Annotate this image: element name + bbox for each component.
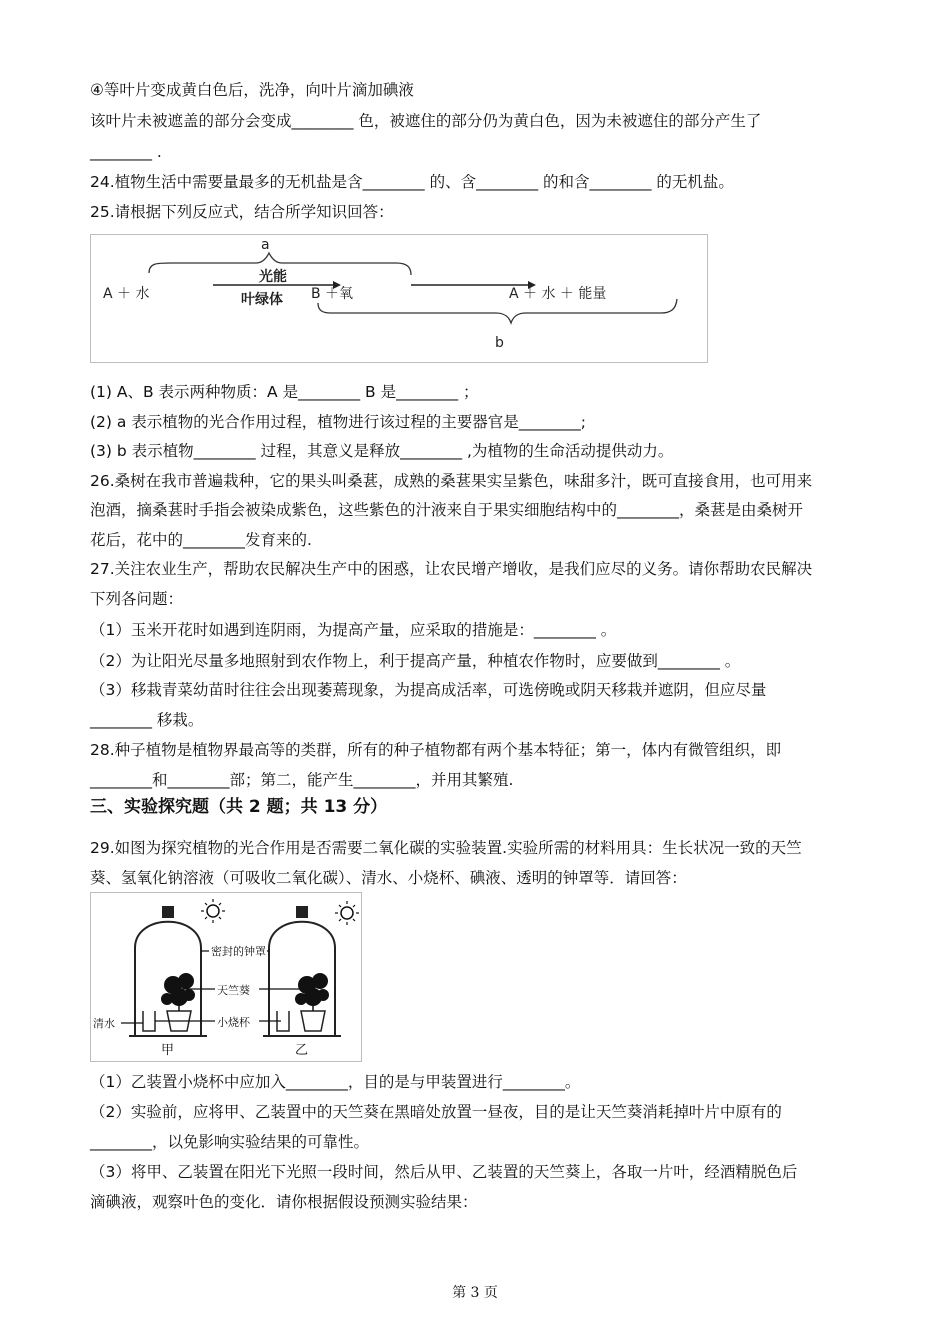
question-29-1: （1）乙装置小烧杯中应加入________，目的是与甲装置进行________。 bbox=[90, 1073, 581, 1091]
question-29-3-line-1: （3）将甲、乙装置在阳光下光照一段时间，然后从甲、乙装置的天竺葵上，各取一片叶，经酒精脱色后 bbox=[90, 1163, 798, 1181]
equation-right: A ＋ 水 ＋ 能量 bbox=[509, 286, 607, 302]
apparatus-left-name: 甲 bbox=[161, 1043, 175, 1058]
question-26-line-3: 花后，花中的________发育来的. bbox=[90, 531, 312, 549]
question-27-3-line-1: （3）移栽青菜幼苗时往往会出现萎蔫现象，为提高成活率，可选傍晚或阴天移栽并遮阴，但应尽量 bbox=[90, 681, 767, 699]
question-27-line-2: 下列各问题： bbox=[90, 590, 184, 608]
question-29-line-1: 29.如图为探究植物的光合作用是否需要二氧化碳的实验装置.实验所需的材料用具：生长状况一致的天竺 bbox=[90, 839, 802, 857]
arrow-bottom-label: 叶绿体 bbox=[241, 292, 283, 308]
question-29-2-line-1: （2）实验前，应将甲、乙装置中的天竺葵在黑暗处放置一昼夜，目的是让天竺葵消耗掉叶片中原有的 bbox=[90, 1103, 782, 1121]
question-29-2-line-2: ________，以免影响实验结果的可靠性。 bbox=[90, 1133, 370, 1151]
reaction-equation-figure bbox=[90, 234, 708, 363]
question-25-2: (2) a 表示植物的光合作用过程，植物进行该过程的主要器官是________; bbox=[90, 413, 587, 431]
question-29-3-line-2: 滴碘液，观察叶色的变化．请你根据假设预测实验结果： bbox=[90, 1193, 478, 1211]
page-number: 第 3 页 bbox=[452, 1285, 498, 1301]
question-25: 25.请根据下列反应式，结合所学知识回答： bbox=[90, 203, 394, 221]
equation-middle: B ＋氧 bbox=[311, 286, 354, 302]
section-heading: 三、实验探究题（共 2 题；共 13 分） bbox=[90, 797, 388, 817]
question-24: 24.植物生活中需要量最多的无机盐是含________ 的、含________ 的和含________ 的无机盐。 bbox=[90, 173, 734, 191]
question-26-line-2: 泡酒，摘桑葚时手指会被染成紫色，这些紫色的汁液来自于果实细胞结构中的________，桑葚是由桑树开 bbox=[90, 501, 804, 519]
question-28-line-2: ________和________部；第二，能产生________，并用其繁殖. bbox=[90, 771, 514, 789]
equation-left: A ＋ 水 bbox=[103, 286, 150, 302]
question-25-1: (1) A、B 表示两种物质：A 是________ B 是________ ； bbox=[90, 383, 479, 401]
text-line-1: ④等叶片变成黄白色后，洗净，向叶片滴加碘液 bbox=[90, 81, 414, 99]
water-label: 清水 bbox=[93, 1017, 115, 1030]
question-27-3-line-2: ________ 移栽。 bbox=[90, 711, 204, 729]
apparatus-figure bbox=[90, 892, 362, 1062]
question-26-line-1: 26.桑树在我市普遍栽种，它的果头叫桑葚，成熟的桑葚果实呈紫色，味甜多汁，既可直接食用，也可用来 bbox=[90, 472, 813, 490]
arrow-top-label: 光能 bbox=[259, 269, 287, 285]
question-27-1: （1）玉米开花时如遇到连阴雨，为提高产量，应采取的措施是：________ 。 bbox=[90, 621, 617, 639]
question-29-line-2: 葵、氢氧化钠溶液（可吸收二氧化碳）、清水、小烧杯、碘液、透明的钟罩等．请回答： bbox=[90, 869, 687, 887]
plant-label: 天竺葵 bbox=[217, 984, 250, 997]
question-27-2: （2）为让阳光尽量多地照射到农作物上，利于提高产量，种植农作物时，应要做到________ 。 bbox=[90, 652, 741, 670]
text-line-2: 该叶片未被遮盖的部分会变成________ 色，被遮住的部分仍为黄白色，因为未被遮住的部分产生了 bbox=[90, 112, 762, 130]
question-25-3: (3) b 表示植物________ 过程，其意义是释放________ ,为植物的生命活动提供动力。 bbox=[90, 442, 674, 460]
label-b: b bbox=[495, 335, 504, 351]
question-27-line-1: 27.关注农业生产，帮助农民解决生产中的困惑，让农民增产增收，是我们应尽的义务。请你帮助农民解决 bbox=[90, 560, 813, 578]
label-a: a bbox=[261, 237, 270, 253]
apparatus-right-name: 乙 bbox=[295, 1043, 309, 1058]
bell-jar-label: 密封的钟罩 bbox=[211, 945, 266, 958]
text-line-3: ________ . bbox=[90, 143, 162, 161]
question-28-line-1: 28.种子植物是植物界最高等的类群，所有的种子植物都有两个基本特征；第一，体内有微管组织，即 bbox=[90, 741, 782, 759]
beaker-label: 小烧杯 bbox=[217, 1016, 250, 1029]
